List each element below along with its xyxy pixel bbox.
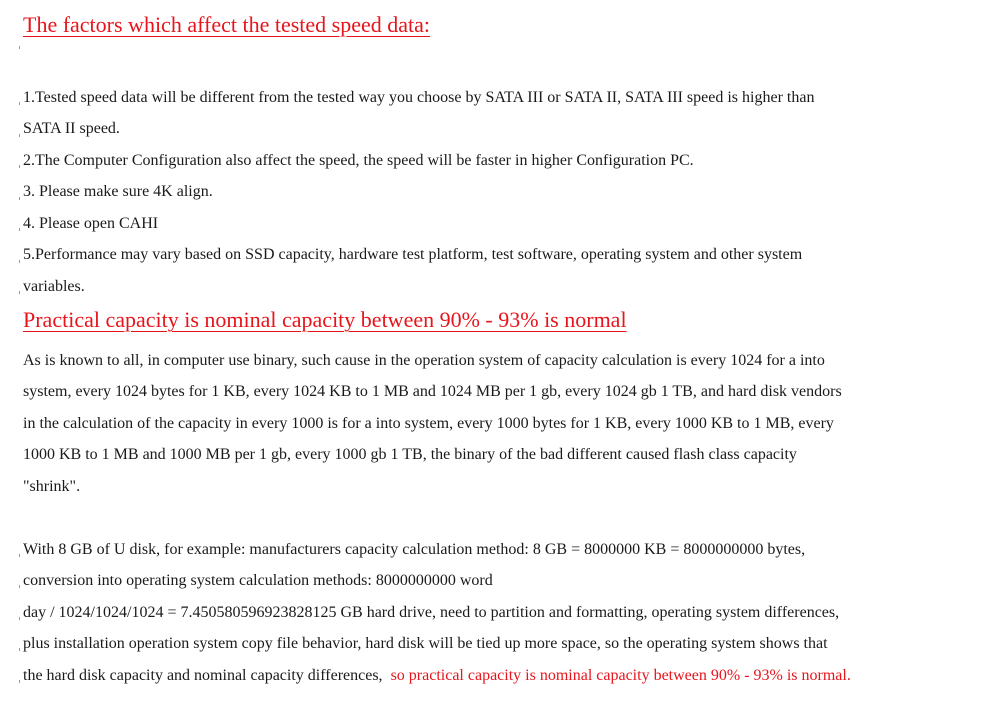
margin-tick xyxy=(19,585,20,588)
capacity-para1-line-4: 1000 KB to 1 MB and 1000 MB per 1 gb, every 1000 gb 1 TB, the binary of the bad different caused flash class capacity xyxy=(23,446,797,463)
capacity-para2-line-2: conversion into operating system calculation methods: 8000000000 word xyxy=(23,572,493,589)
capacity-para2-line-5 xyxy=(23,666,851,686)
margin-tick xyxy=(19,260,20,263)
margin-tick xyxy=(19,134,20,137)
section-title-speed-factors: The factors which affect the tested speed data: xyxy=(23,12,431,37)
factor-line-4: 4. Please open CAHI xyxy=(23,215,159,232)
capacity-para2-line-1: With 8 GB of U disk, for example: manufacturers capacity calculation method: 8 GB = 8000000 KB = 8000000000 bytes, xyxy=(23,541,806,558)
capacity-para2-line-3: day / 1024/1024/1024 = 7.450580596923828125 GB hard drive, need to partition and formatting, operating system differences, xyxy=(23,604,840,621)
capacity-conclusion-black: the hard disk capacity and nominal capacity differences, xyxy=(23,667,383,684)
margin-tick xyxy=(19,228,20,231)
capacity-para1-line-1: As is known to all, in computer use binary, such cause in the operation system of capacity calculation is every 1024 for a into xyxy=(23,352,825,369)
factor-line-5-cont: variables. xyxy=(23,278,85,295)
capacity-para1-line-3: in the calculation of the capacity in every 1000 is for a into system, every 1000 bytes for 1 KB, every 1000 KB to 1 MB, every xyxy=(23,415,834,432)
factor-line-1: 1.Tested speed data will be different from the tested way you choose by SATA III or SATA II, SATA III speed is higher than xyxy=(23,89,815,106)
capacity-para1-line-2: system, every 1024 bytes for 1 KB, every 1024 KB to 1 MB and 1024 MB per 1 gb, every 1024 gb 1 TB, and hard disk vendors xyxy=(23,383,842,400)
margin-tick xyxy=(19,680,20,683)
margin-tick xyxy=(19,617,20,620)
margin-tick xyxy=(19,102,20,105)
factor-line-5: 5.Performance may vary based on SSD capacity, hardware test platform, test software, operating system and other system xyxy=(23,246,803,263)
margin-tick xyxy=(19,648,20,651)
margin-tick xyxy=(19,197,20,200)
capacity-para1-line-5: "shrink". xyxy=(23,478,81,495)
capacity-para2-line-4: plus installation operation system copy file behavior, hard disk will be tied up more space, so the operating system shows that xyxy=(23,635,828,652)
margin-tick xyxy=(19,165,20,168)
section-title-practical-capacity: Practical capacity is nominal capacity between 90% - 93% is normal xyxy=(23,307,627,332)
factor-line-2: 2.The Computer Configuration also affect the speed, the speed will be faster in higher Configuration PC. xyxy=(23,152,694,169)
margin-tick xyxy=(19,291,20,294)
capacity-conclusion-red: so practical capacity is nominal capacity between 90% - 93% is normal. xyxy=(390,667,851,684)
factor-line-1-cont: SATA II speed. xyxy=(23,120,120,137)
margin-tick xyxy=(19,46,20,49)
factor-line-3: 3. Please make sure 4K align. xyxy=(23,183,213,200)
margin-tick xyxy=(19,554,20,557)
